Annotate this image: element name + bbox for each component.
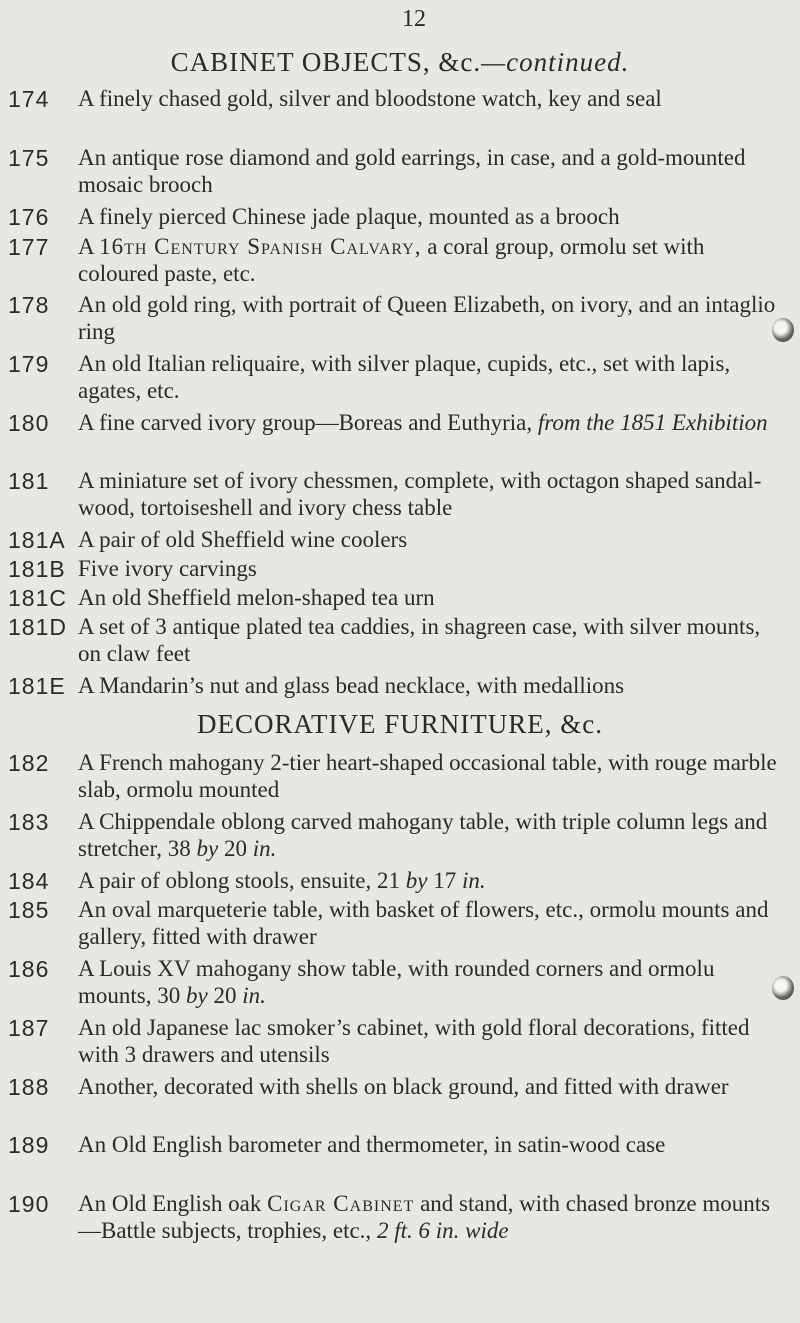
lot-description: A pair of old Sheffield wine coolers — [78, 527, 408, 552]
lot-number: 174 — [8, 86, 50, 112]
lot-description: An old Japanese lac smoker’s cabinet, with gold floral decorations, fitted with 3 drawers and utensils — [78, 1015, 750, 1067]
section-heading-cabinet-objects — [0, 46, 800, 78]
lot-description: A set of 3 antique plated tea caddies, in shagreen case, with silver mounts, on claw feet — [78, 614, 761, 666]
lot-number: 190 — [8, 1191, 50, 1217]
lot-number: 182 — [8, 750, 50, 776]
continued-label: —continued. — [481, 47, 630, 77]
lot-description: A Louis XV mahogany show table, with rounded corners and ormolu mounts, 30 by 20 in. — [78, 956, 715, 1008]
lot-description: An antique rose diamond and gold earrings, in case, and a gold-mounted mosaic brooch — [78, 145, 746, 197]
lot-description: A Chippendale oblong carved mahogany table, with triple column legs and stretcher, 38 by 20 in. — [78, 809, 768, 861]
lot-number: 181D — [8, 614, 67, 640]
lot-number: 181C — [8, 585, 67, 611]
lot-number: 184 — [8, 868, 50, 894]
lot-description: A Mandarin’s nut and glass bead necklace, with medallions — [78, 673, 625, 698]
lot-number: 176 — [8, 204, 50, 230]
lot-number: 186 — [8, 956, 50, 982]
lot-number: 187 — [8, 1015, 50, 1041]
lot-number: 180 — [8, 410, 50, 436]
lot-number: 188 — [8, 1074, 50, 1100]
lot-description: A 16th Century Spanish Calvary, a coral group, ormolu set with coloured paste, etc. — [78, 234, 705, 286]
binding-hole-mark — [772, 976, 794, 1000]
lot-number: 179 — [8, 351, 50, 377]
lot-description: Five ivory carvings — [78, 556, 257, 581]
lot-number: 181B — [8, 556, 66, 582]
lot-description: An old Sheffield melon-shaped tea urn — [78, 585, 435, 610]
lot-number: 189 — [8, 1132, 50, 1158]
section-title: CABINET OBJECTS, &c. — [170, 47, 482, 77]
binding-hole-mark — [772, 318, 794, 342]
section-heading-decorative-furniture: DECORATIVE FURNITURE, &c. — [197, 709, 603, 739]
lot-description: An oval marqueterie table, with basket of flowers, etc., ormolu mounts and gallery, fitted with drawer — [78, 897, 769, 949]
lot-description: An Old English barometer and thermometer, in satin-wood case — [78, 1132, 666, 1157]
lot-number: 185 — [8, 897, 50, 923]
lot-description: A French mahogany 2-tier heart-shaped occasional table, with rouge marble slab, ormolu mounted — [78, 750, 777, 802]
lot-description: Another, decorated with shells on black ground, and fitted with drawer — [78, 1074, 729, 1099]
lot-number: 183 — [8, 809, 50, 835]
page-number: 12 — [402, 6, 426, 32]
lot-description: A fine carved ivory group—Boreas and Euthyria, from the 1851 Exhibition — [78, 410, 768, 435]
lot-description: An old gold ring, with portrait of Queen Elizabeth, on ivory, and an intaglio ring — [78, 292, 776, 344]
lot-description: A finely pierced Chinese jade plaque, mounted as a brooch — [78, 204, 620, 229]
lot-description: An Old English oak Cigar Cabinet and stand, with chased bronze mounts—Battle subjects, trophies, etc., 2 ft. 6 in. wide — [78, 1191, 771, 1243]
lot-description: A finely chased gold, silver and bloodstone watch, key and seal — [78, 86, 662, 111]
lot-number: 175 — [8, 145, 50, 171]
lot-description: A pair of oblong stools, ensuite, 21 by 17 in. — [78, 868, 486, 893]
lot-number: 178 — [8, 292, 50, 318]
lot-number: 181A — [8, 527, 66, 553]
lot-description: A miniature set of ivory chessmen, complete, with octagon shaped sandal-wood, tortoiseshell and ivory chess table — [78, 468, 762, 520]
lot-number: 177 — [8, 234, 50, 260]
lot-description: An old Italian reliquaire, with silver plaque, cupids, etc., set with lapis, agates, etc. — [78, 351, 731, 403]
lot-number: 181E — [8, 673, 66, 699]
lot-number: 181 — [8, 468, 50, 494]
